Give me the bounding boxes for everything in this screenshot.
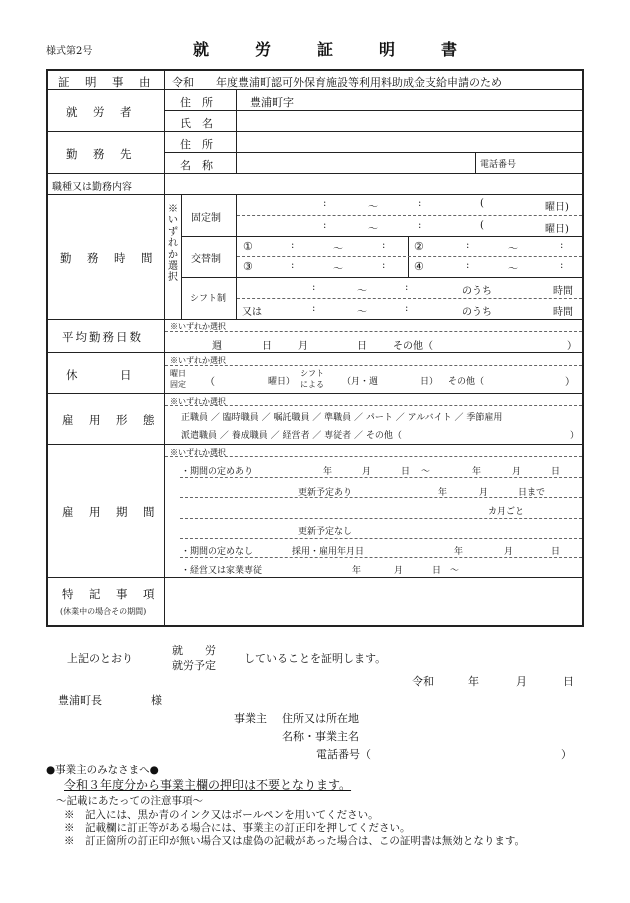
workplace-label: 勤 務 先 — [66, 147, 134, 161]
purpose-label: 証 明 事 由 — [58, 75, 153, 89]
employer-phone-close: ） — [561, 748, 572, 761]
cert-option-working[interactable]: 就 労 — [172, 644, 216, 657]
cert-intro: 上記のとおり — [67, 652, 133, 665]
holidays-note: ※いずれか選択 — [170, 356, 226, 365]
worker-address-value[interactable]: 豊浦町字 — [250, 96, 294, 109]
addressee: 豊浦町長 — [58, 694, 102, 707]
notice-emphasis: 令和３年度分から事業主欄の押印は不要となります。 — [64, 778, 352, 792]
notice-sub-heading: ～記載にあたっての注意事項～ — [56, 795, 203, 807]
title-char: 就 — [193, 40, 210, 59]
employer-phone-label: 電話番号（ — [316, 748, 371, 761]
purpose-value: 令和 年度豊浦町認可外保育施設等利用料助成金支給申請のため — [172, 76, 502, 89]
cert-option-planned[interactable]: 就労予定 — [172, 659, 216, 672]
employer-address-label: 住所又は所在地 — [282, 712, 359, 725]
period-renewal-no[interactable]: 更新予定なし — [298, 527, 353, 537]
period-every-months[interactable]: カ月ごと — [488, 507, 525, 517]
employment-type-close: ） — [570, 431, 580, 441]
title-char: 書 — [441, 40, 458, 59]
workplace-address-field[interactable] — [240, 133, 580, 151]
remarks-field[interactable] — [168, 580, 580, 623]
avg-days-label: 平均勤務日数 — [62, 330, 143, 344]
fixed-system-label: 固定制 — [191, 213, 221, 224]
job-label: 職種又は勤務内容 — [52, 182, 132, 193]
employment-period-note: ※いずれか選択 — [170, 448, 226, 457]
notice-item: ※ 記載欄に訂正等がある場合には、事業主の訂正印を押してください。 — [64, 822, 411, 834]
hours-select-note: ※いずれか選択 — [168, 204, 178, 284]
notice-item: ※ 訂正箇所の訂正印が無い場合又は虚偽の記載があった場合は、この証明書は無効となります。 — [64, 835, 526, 847]
job-field[interactable] — [168, 175, 580, 193]
shift-system-label: シフト制 — [190, 294, 227, 304]
title-char: 証 — [317, 40, 334, 59]
worker-name-label: 氏 名 — [180, 117, 213, 130]
notice-heading: ●事業主のみなさまへ● — [46, 764, 159, 776]
addressee-honorific: 様 — [151, 694, 162, 707]
workplace-name-label: 名 称 — [180, 159, 213, 172]
title-char: 労 — [255, 40, 272, 59]
employment-type-options-1[interactable]: 正職員 ／ 臨時職員 ／ 嘱託職員 ／ 準職員 ／ パート ／ アルバイト ／ 季節雇用 — [181, 413, 503, 423]
workplace-phone-label: 電話番号 — [480, 160, 517, 170]
worker-label: 就 労 者 — [66, 105, 134, 119]
cert-tail: していることを証明します。 — [244, 652, 387, 665]
holidays-label: 休 日 — [66, 368, 134, 382]
employment-type-options-2[interactable]: 派遣職員 ／ 養成職員 ／ 経営者 ／ 専従者 ／ その他（ — [181, 431, 402, 441]
worker-name-field[interactable] — [240, 112, 580, 130]
employer-name-label: 名称・事業主名 — [282, 730, 359, 743]
remarks-label: 特 記 事 項 — [62, 587, 157, 601]
employer-label: 事業主 — [234, 712, 267, 725]
employment-type-label: 雇 用 形 態 — [62, 413, 157, 427]
form-number: 様式第2号 — [46, 46, 93, 57]
avg-days-note: ※いずれか選択 — [170, 322, 226, 331]
remarks-sub-label: (休業中の場合その期間) — [60, 607, 147, 616]
employment-period-label: 雇 用 期 間 — [62, 505, 157, 519]
workplace-address-label: 住 所 — [180, 138, 213, 151]
hours-label: 勤 務 時 間 — [60, 251, 155, 265]
worker-address-label: 住 所 — [180, 96, 213, 109]
notice-item: ※ 記入には、黒か青のインク又はボールペンを用いてください。 — [64, 809, 379, 821]
workplace-name-field[interactable] — [240, 154, 470, 172]
title-char: 明 — [379, 40, 396, 59]
employment-type-note: ※いずれか選択 — [170, 397, 226, 406]
rotating-system-label: 交替制 — [191, 254, 221, 265]
